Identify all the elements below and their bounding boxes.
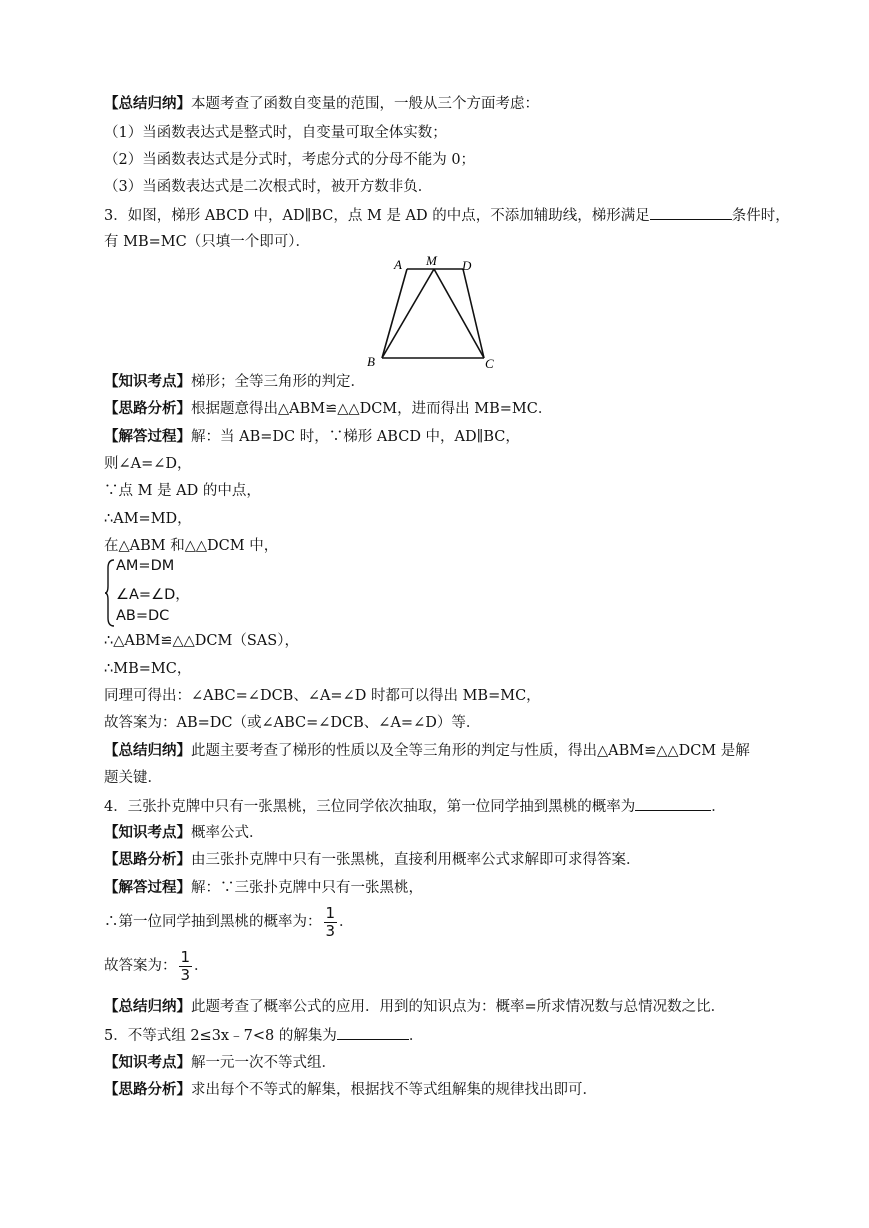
tag: 【思路分析】 xyxy=(104,1081,191,1098)
text-line: （3）当函数表达式是二次根式时，被开方数非负． xyxy=(104,179,433,195)
probability-line xyxy=(104,902,354,942)
text-line: （1）当函数表达式是整式时，自变量可取全体实数； xyxy=(104,125,447,141)
tag: 【知识考点】 xyxy=(104,1054,191,1071)
summary-line xyxy=(104,741,750,761)
text-line: 有 MB=MC（只填一个即可）． xyxy=(104,234,310,250)
question-text: ． xyxy=(408,1028,424,1044)
label-a: A xyxy=(394,257,402,272)
analysis-line xyxy=(104,399,552,419)
text: ． xyxy=(194,958,209,974)
text-line: ∴MB=MC， xyxy=(104,661,192,677)
text: ∴第一位同学抽到黑桃的概率为： xyxy=(104,914,322,930)
question-text: 5．不等式组 2≤3x﹣7<8 的解集为 xyxy=(104,1028,337,1044)
analysis-line xyxy=(104,850,641,870)
text: 解一元一次不等式组． xyxy=(191,1055,336,1071)
answer-blank[interactable] xyxy=(650,205,732,220)
knowledge-line xyxy=(104,823,264,843)
text-line: 题关键． xyxy=(104,770,162,786)
question-5 xyxy=(104,1025,423,1046)
text: 解：∵三张扑克牌中只有一张黑桃， xyxy=(191,880,423,896)
text: 由三张扑克牌中只有一张黑桃，直接利用概率公式求解即可求得答案． xyxy=(191,852,641,868)
system-row: AB=DC xyxy=(116,608,170,624)
text-line: 在△ABM 和△△DCM 中， xyxy=(104,538,279,554)
tag: 【总结归纳】 xyxy=(104,742,191,759)
question-text: 3．如图，梯形 ABCD 中，AD∥BC，点 M 是 AD 的中点，不添加辅助线，梯形满足 xyxy=(104,208,650,224)
text-line: ∴△ABM≌△△DCM（SAS）， xyxy=(104,633,299,649)
tag: 【总结归纳】 xyxy=(104,95,191,112)
solution-line xyxy=(104,427,520,447)
text-line: 则∠A=∠D， xyxy=(104,456,192,472)
edge-mb xyxy=(382,269,434,358)
text: 求出每个不等式的解集，根据找不等式组解集的规律找出即可． xyxy=(191,1082,597,1098)
tag: 【解答过程】 xyxy=(104,879,191,896)
answer-line xyxy=(104,946,209,986)
question-text: ． xyxy=(711,799,726,815)
system-row: ∠A=∠D， xyxy=(116,587,190,603)
text-line: 同理可得出：∠ABC=∠DCB、∠A=∠D 时都可以得出 MB=MC， xyxy=(104,688,541,704)
edge-ab xyxy=(382,269,407,358)
text: 此题考查了概率公式的应用．用到的知识点为：概率=所求情况数与总情况数之比． xyxy=(191,999,726,1015)
trapezoid-figure xyxy=(365,250,505,372)
answer-blank[interactable] xyxy=(337,1025,409,1040)
text: 故答案为： xyxy=(104,958,177,974)
brace-icon xyxy=(104,558,116,628)
label-c: C xyxy=(485,356,494,371)
analysis-line xyxy=(104,1080,597,1100)
summary-line xyxy=(104,94,539,114)
label-d: D xyxy=(462,258,472,273)
edge-mc xyxy=(434,269,484,358)
fraction xyxy=(179,949,193,984)
tag: 【知识考点】 xyxy=(104,373,191,390)
text: ． xyxy=(339,914,354,930)
knowledge-line xyxy=(104,1053,336,1073)
knowledge-line xyxy=(104,372,365,392)
text: 概率公式． xyxy=(191,825,264,841)
fraction xyxy=(324,905,338,940)
text-line: （2）当函数表达式是分式时，考虑分式的分母不能为 0； xyxy=(104,152,476,168)
text: 根据题意得出△ABM≌△△DCM，进而得出 MB=MC． xyxy=(191,401,553,417)
question-4 xyxy=(104,796,726,817)
edge-dc xyxy=(463,269,484,358)
question-3 xyxy=(104,205,790,226)
text-line: ∵点 M 是 AD 的中点， xyxy=(104,483,261,499)
system-row: AM=DM xyxy=(116,558,175,574)
tag: 【思路分析】 xyxy=(104,400,191,417)
question-text: 4．三张扑克牌中只有一张黑桃，三位同学依次抽取，第一位同学抽到黑桃的概率为 xyxy=(104,799,636,815)
text: 此题主要考查了梯形的性质以及全等三角形的判定与性质，得出△ABM≌△△DCM 是解 xyxy=(191,743,750,759)
answer-blank[interactable] xyxy=(635,796,711,811)
numerator: 1 xyxy=(180,947,191,966)
text-line: ∴AM=MD， xyxy=(104,511,192,527)
label-m: M xyxy=(426,253,437,268)
text-line: 故答案为：AB=DC（或∠ABC=∠DCB、∠A=∠D）等． xyxy=(104,715,481,731)
numerator: 1 xyxy=(325,903,336,922)
tag: 【思路分析】 xyxy=(104,851,191,868)
solution-line xyxy=(104,878,423,898)
label-b: B xyxy=(367,354,375,369)
tag: 【总结归纳】 xyxy=(104,998,191,1015)
denominator: 3 xyxy=(325,921,336,940)
denominator: 3 xyxy=(180,965,191,984)
text: 本题考查了函数自变量的范围，一般从三个方面考虑： xyxy=(191,96,539,112)
text: 解：当 AB=DC 时，∵梯形 ABCD 中，AD∥BC， xyxy=(191,429,520,445)
summary-line xyxy=(104,997,725,1017)
text: 梯形；全等三角形的判定． xyxy=(191,374,365,390)
tag: 【知识考点】 xyxy=(104,824,191,841)
question-text: 条件时， xyxy=(731,208,790,224)
tag: 【解答过程】 xyxy=(104,428,191,445)
